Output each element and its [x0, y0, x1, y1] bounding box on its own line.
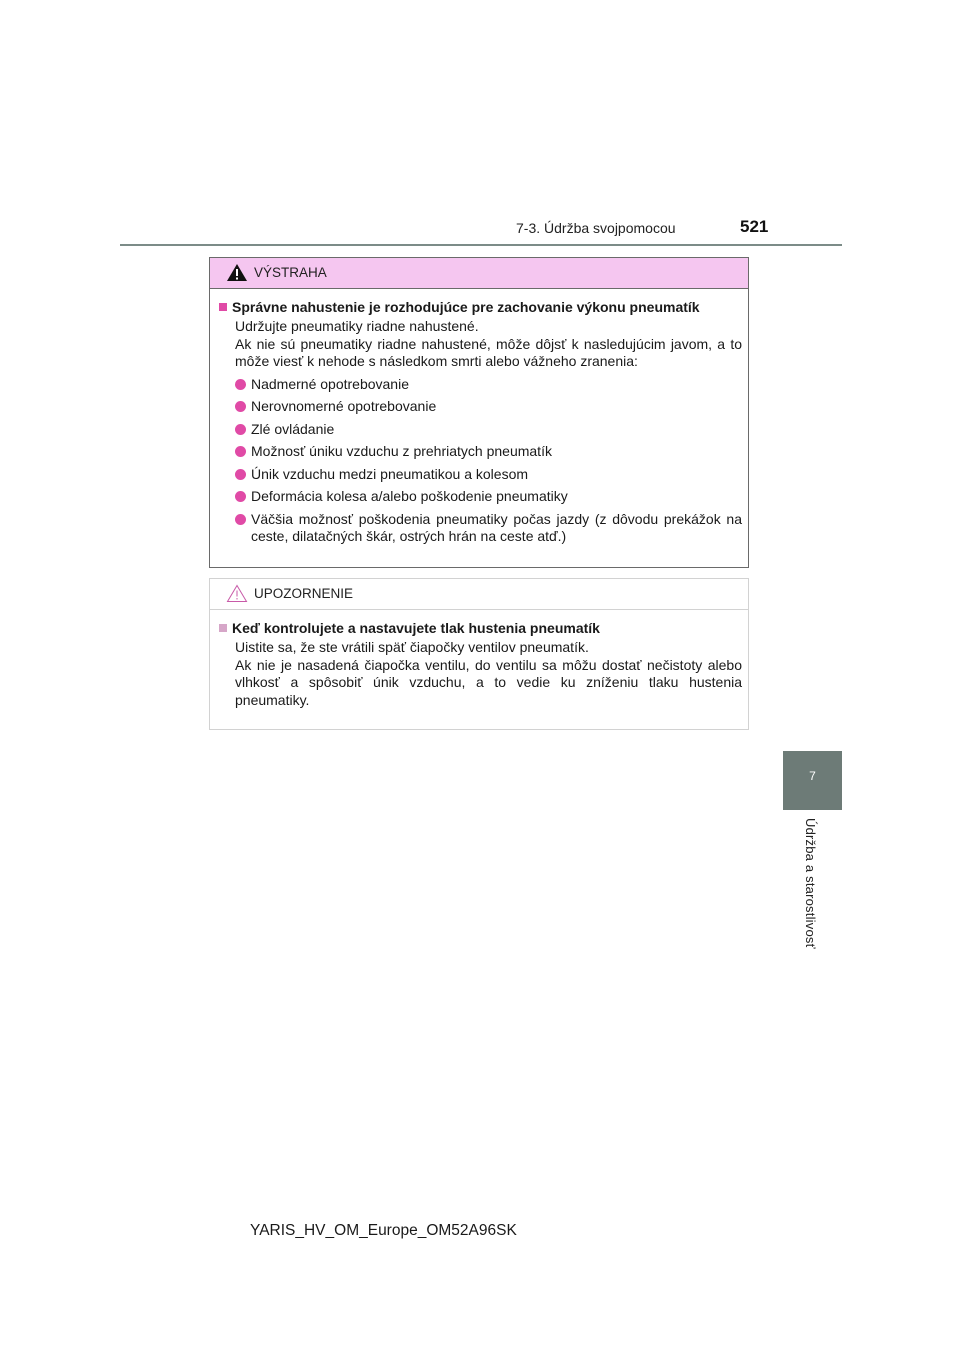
- circle-bullet-icon: [235, 514, 246, 525]
- list-item: Deformácia kolesa a/alebo poškodenie pneumatiky: [235, 488, 742, 506]
- caution-header: [210, 579, 748, 610]
- circle-bullet-icon: [235, 424, 246, 435]
- warning-line: Ak nie sú pneumatiky riadne nahustené, môže dôjsť k nasledujúcim javom, a to môže viesť k nehode s následkom smrti alebo vážneho zranenia:: [235, 335, 742, 369]
- warning-header: [210, 258, 748, 289]
- caution-box: [209, 578, 749, 730]
- caution-body: [210, 610, 748, 709]
- circle-bullet-icon: [235, 401, 246, 412]
- caution-line: Ak nie je nasadená čiapočka ventilu, do ventilu sa môžu dostať nečistoty alebo vlhkosť a spôsobiť únik vzduchu, a to vedie ku zníženiu tlaku hustenia pneumatiky.: [235, 656, 742, 708]
- circle-bullet-icon: [235, 469, 246, 480]
- circle-bullet-icon: [235, 491, 246, 502]
- square-bullet-icon: [219, 303, 227, 311]
- header-divider: [120, 244, 842, 246]
- document-id: YARIS_HV_OM_Europe_OM52A96SK: [250, 1222, 517, 1239]
- warning-box: [209, 257, 749, 568]
- chapter-number: 7: [809, 769, 816, 783]
- page-number: 521: [740, 217, 769, 236]
- warning-heading-text: Správne nahustenie je rozhodujúce pre zachovanie výkonu pneumatík: [232, 299, 700, 315]
- square-bullet-icon: [219, 624, 227, 632]
- list-item: Možnosť úniku vzduchu z prehriatych pneumatík: [235, 443, 742, 461]
- list-item: Zlé ovládanie: [235, 421, 742, 439]
- caution-heading-text: Keď kontrolujete a nastavujete tlak hustenia pneumatík: [232, 620, 600, 636]
- list-item: Väčšia možnosť poškodenia pneumatiky počas jazdy (z dôvodu prekážok na ceste, dilatačných škár, ostrých hrán na ceste atď.): [235, 511, 742, 546]
- warning-body: [210, 289, 748, 546]
- warning-triangle-icon: [226, 263, 248, 282]
- section-title: 7-3. Údržba svojpomocou: [516, 220, 676, 236]
- list-item: Nerovnomerné opotrebovanie: [235, 398, 742, 416]
- circle-bullet-icon: [235, 446, 246, 457]
- chapter-tab: [783, 751, 842, 810]
- caution-heading: [219, 620, 742, 636]
- warning-title: VÝSTRAHA: [254, 265, 327, 280]
- warning-line: Udržujte pneumatiky riadne nahustené.: [235, 318, 479, 334]
- caution-title: UPOZORNENIE: [254, 586, 354, 601]
- chapter-label: Údržba a starostlivosť: [803, 818, 818, 949]
- warning-heading: [219, 299, 742, 315]
- caution-paragraph: [219, 639, 742, 709]
- circle-bullet-icon: [235, 379, 246, 390]
- warning-list: [219, 376, 742, 546]
- caution-line: Uistite sa, že ste vrátili späť čiapočky ventilov pneumatík.: [235, 639, 589, 655]
- warning-paragraph: [219, 318, 742, 371]
- list-item: Únik vzduchu medzi pneumatikou a kolesom: [235, 466, 742, 484]
- list-item: Nadmerné opotrebovanie: [235, 376, 742, 394]
- caution-triangle-icon: [226, 584, 248, 603]
